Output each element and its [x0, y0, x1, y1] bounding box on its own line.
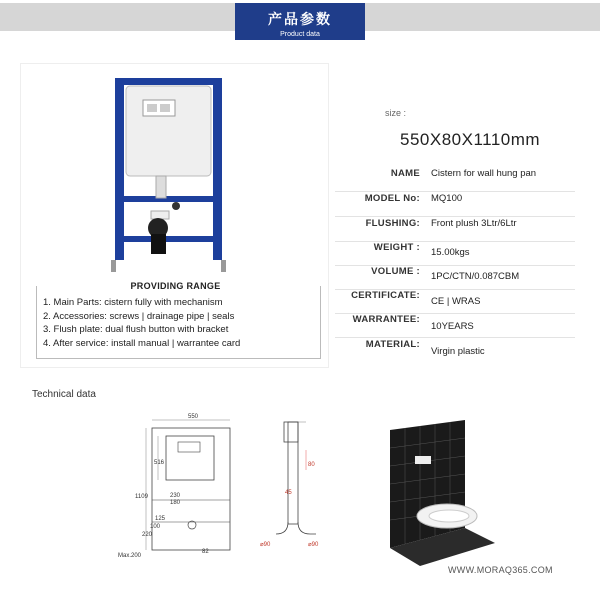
spec-value: 10YEARS	[431, 321, 474, 332]
spec-value: CE | WRAS	[431, 296, 481, 307]
list-item: 4. After service: install manual | warrantee card	[43, 337, 241, 349]
spec-key: WARRANTEE:	[352, 314, 420, 325]
spec-row-model	[335, 193, 575, 217]
spec-key: MODEL No:	[364, 193, 420, 204]
list-item: 3. Flush plate: dual flush button with bracket	[43, 324, 229, 335]
spec-key: FLUSHING:	[365, 218, 420, 229]
spec-key: NAME	[390, 168, 420, 179]
dim-82: 82	[202, 549, 209, 555]
spec-value: 1PC/CTN/0.087CBM	[431, 271, 520, 282]
dim-1109: 1109	[135, 494, 148, 500]
spec-row-material	[335, 339, 575, 363]
spec-key: CERTIFICATE:	[351, 290, 420, 301]
dim-45: 45	[285, 490, 292, 496]
dim-80: 80	[308, 462, 315, 468]
technical-drawing	[110, 410, 350, 560]
website-url[interactable]: WWW.MORAQ365.COM	[448, 565, 553, 575]
header-title-cn: 产品参数	[268, 11, 332, 27]
spec-key: VOLUME :	[371, 266, 420, 277]
spec-value: Cistern for wall hung pan	[431, 168, 537, 179]
size-label: size :	[385, 108, 407, 118]
list-item: 1. Main Parts: cistern fully with mechanism	[43, 297, 223, 308]
spec-key: WEIGHT :	[373, 242, 420, 253]
dim-width: 550	[188, 414, 199, 420]
spec-value: MQ100	[431, 193, 463, 204]
spec-key: MATERIAL:	[365, 339, 420, 350]
spec-row-certificate	[335, 290, 575, 314]
dim-phi90-left: ⌀90	[260, 542, 271, 548]
dim-max200: Max.200	[118, 553, 142, 559]
dim-516: 516	[154, 460, 165, 466]
product-photo	[101, 76, 236, 276]
spec-row-weight	[335, 242, 575, 266]
divider	[335, 216, 575, 217]
divider	[335, 337, 575, 338]
spec-value: 15.00kgs	[431, 247, 470, 258]
spec-value: Front plush 3Ltr/6Ltr	[431, 218, 517, 229]
installation-render	[385, 418, 495, 568]
spec-row-flushing	[335, 218, 575, 242]
dim-125: 125	[155, 516, 166, 522]
spec-row-name	[335, 168, 575, 192]
providing-range-title: PROVIDING RANGE	[130, 281, 221, 291]
dim-100: 100	[150, 524, 161, 530]
header-tab	[235, 3, 365, 40]
size-value: 550X80X1110mm	[400, 130, 541, 149]
dim-phi90-right: ⌀90	[308, 542, 319, 548]
dim-180: 180	[170, 500, 181, 506]
spec-row-warrantee	[335, 314, 575, 338]
technical-data-title: Technical data	[32, 389, 96, 400]
header-title-en: Product data	[280, 31, 320, 38]
spec-value: Virgin plastic	[431, 346, 485, 357]
dim-220: 220	[142, 532, 153, 538]
divider	[335, 191, 575, 192]
list-item: 2. Accessories: screws | drainage pipe | seals	[43, 310, 235, 322]
dim-230: 230	[170, 493, 181, 499]
providing-range-list	[36, 286, 321, 359]
spec-row-volume	[335, 266, 575, 290]
product-photo-panel	[20, 63, 329, 368]
